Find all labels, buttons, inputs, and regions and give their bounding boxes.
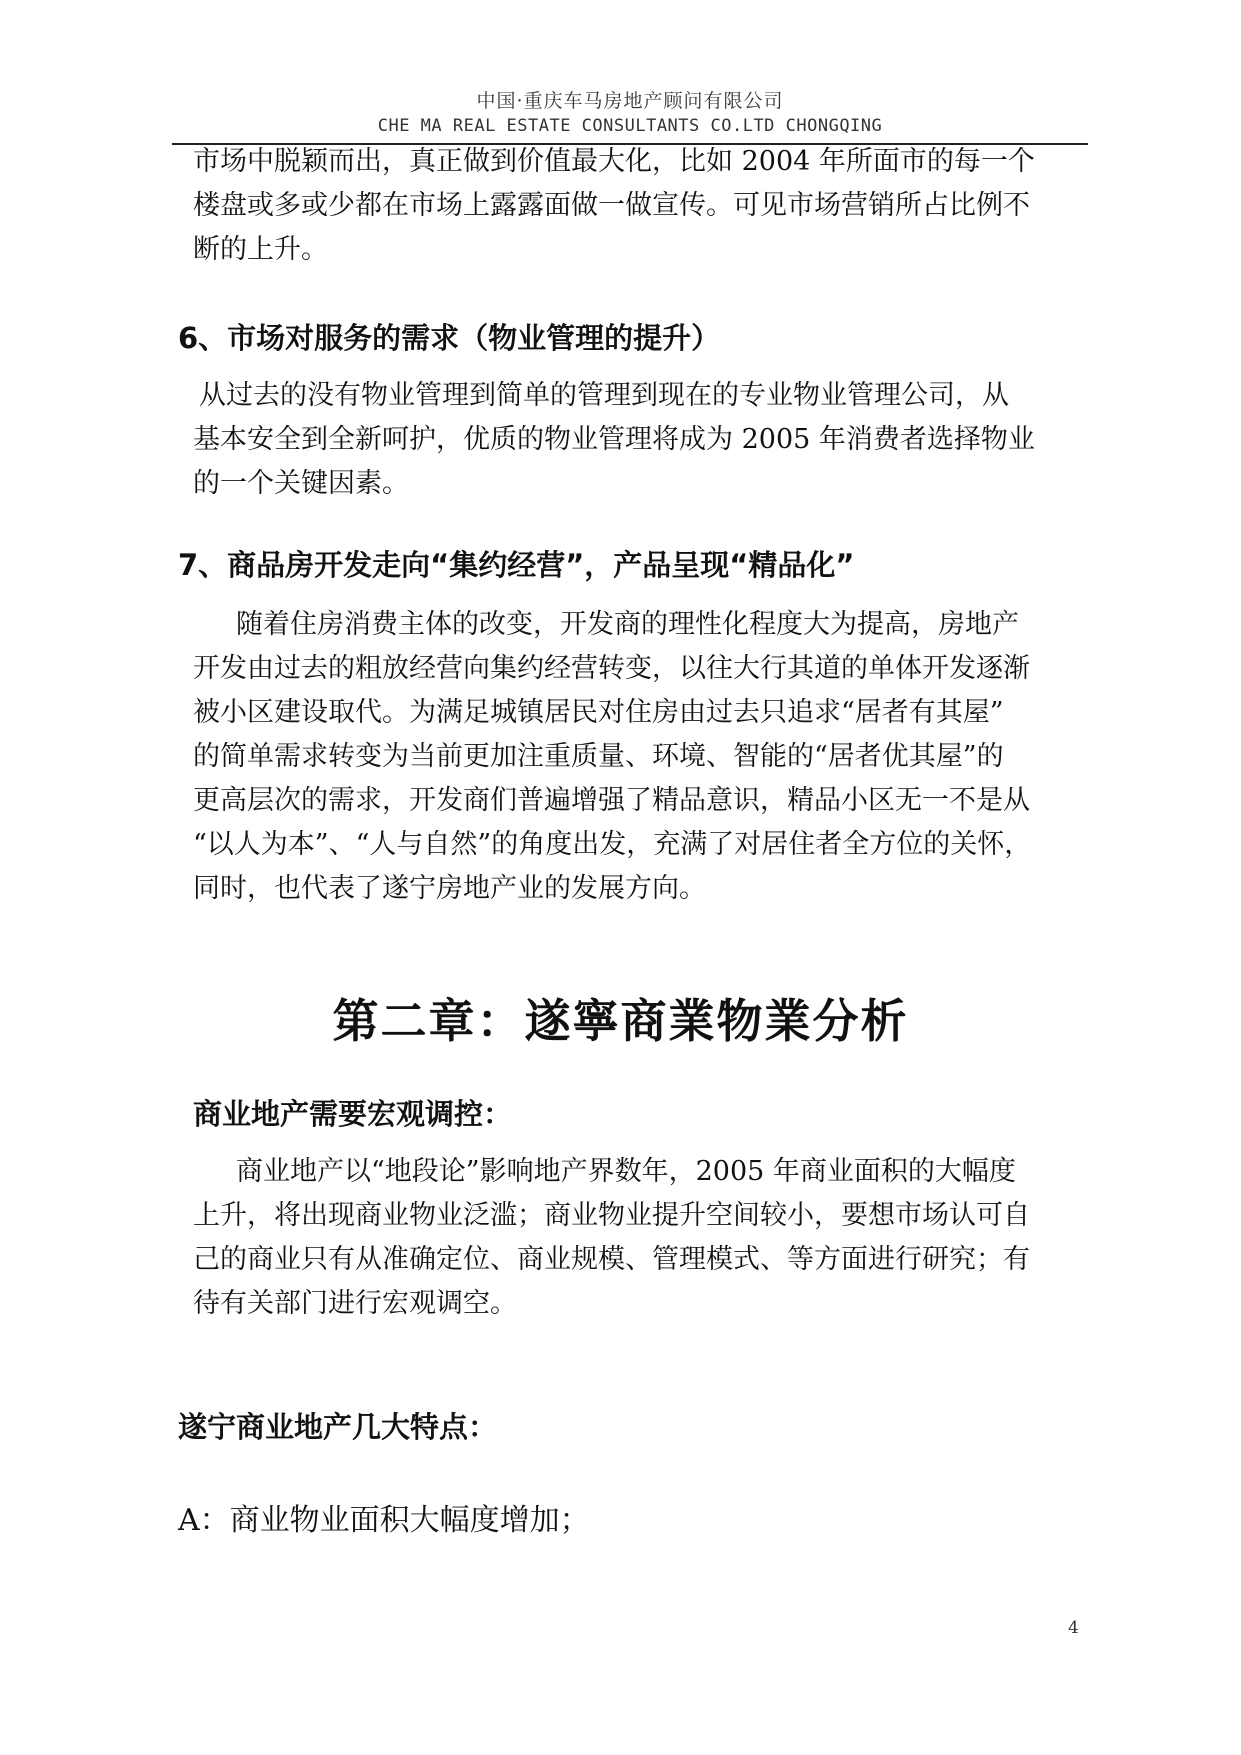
paragraph-line: “以人为本”、“人与自然”的角度出发，充满了对居住者全方位的关怀， [193, 829, 1032, 860]
paragraph-line: 被小区建设取代。为满足城镇居民对住房由过去只追求“居者有其屋” [193, 697, 1004, 728]
section7-paragraph [193, 603, 1088, 911]
page-number: 4 [1068, 1618, 1079, 1638]
paragraph-line: 更高层次的需求，开发商们普遍增强了精品意识，精品小区无一不是从 [193, 785, 1030, 816]
section6-heading: 6、市场对服务的需求（物业管理的提升） [178, 321, 721, 355]
paragraph-line: 待有关部门进行宏观调空。 [193, 1288, 517, 1319]
paragraph-line: 的简单需求转变为当前更加注重质量、环境、智能的“居者优其屋”的 [193, 741, 1004, 772]
header-company-cn: 中国·重庆车马房地产顾问有限公司 [476, 90, 784, 112]
paragraph-line: 同时，也代表了遂宁房地产业的发展方向。 [193, 873, 706, 904]
macro-paragraph [193, 1150, 1088, 1326]
section6-paragraph [193, 374, 1088, 506]
paragraph-line: 的一个关键因素。 [193, 468, 409, 499]
paragraph-line: 随着住房消费主体的改变，开发商的理性化程度大为提高，房地产 [236, 609, 1019, 640]
intro-paragraph [193, 140, 1088, 272]
paragraph-line: 商业地产以“地段论”影响地产界数年，2005 年商业面积的大幅度 [236, 1156, 1016, 1187]
paragraph-line: 开发由过去的粗放经营向集约经营转变，以往大行其道的单体开发逐渐 [193, 653, 1030, 684]
features-heading: 遂宁商业地产几大特点： [178, 1410, 498, 1444]
macro-heading: 商业地产需要宏观调控： [193, 1097, 513, 1131]
page-header [170, 88, 1090, 138]
paragraph-line: 上升，将出现商业物业泛滥；商业物业提升空间较小，要想市场认可自 [193, 1200, 1030, 1231]
paragraph-line: 楼盘或多或少都在市场上露露面做一做宣传。可见市场营销所占比例不 [193, 190, 1030, 221]
paragraph-line: 市场中脱颖而出，真正做到价值最大化，比如 2004 年所面市的每一个 [193, 146, 1035, 177]
paragraph-line: 断的上升。 [193, 234, 328, 265]
paragraph-line: 基本安全到全新呵护，优质的物业管理将成为 2005 年消费者选择物业 [193, 424, 1035, 455]
feature-item-a: A：商业物业面积大幅度增加； [178, 1503, 590, 1538]
header-company-en: CHE MA REAL ESTATE CONSULTANTS CO.LTD CHONGQING [377, 116, 883, 136]
section7-heading: 7、商品房开发走向“集约经营”，产品呈现“精品化” [178, 548, 855, 582]
chapter-title: 第二章：遂寧商業物業分析 [332, 994, 909, 1048]
paragraph-line: 己的商业只有从准确定位、商业规模、管理模式、等方面进行研究；有 [193, 1244, 1030, 1275]
paragraph-line: 从过去的没有物业管理到简单的管理到现在的专业物业管理公司，从 [199, 380, 1009, 411]
